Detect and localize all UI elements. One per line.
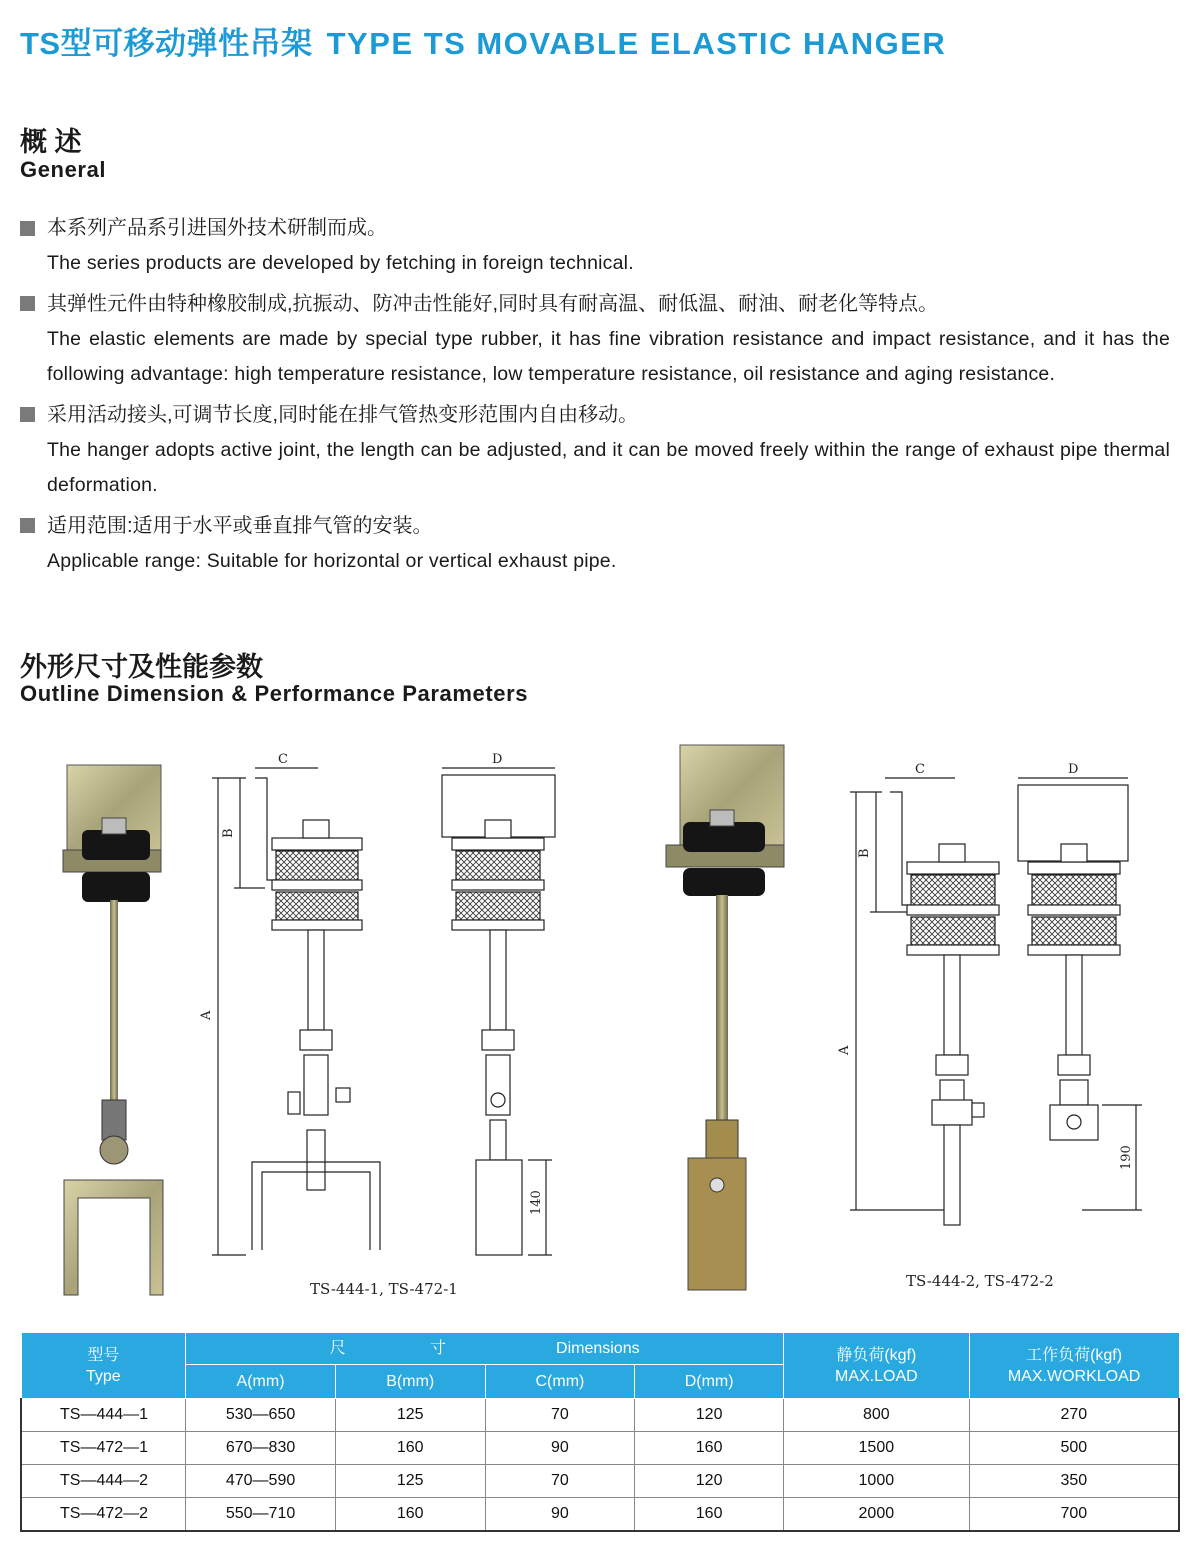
bullet-item: [20, 210, 1170, 282]
figure-caption-1: TS-444-1, TS-472-1: [310, 1280, 458, 1298]
table-row: [21, 1399, 1179, 1432]
title-cn: TS型可移动弹性吊架: [20, 26, 313, 61]
cell-a: 670—830: [186, 1432, 336, 1465]
bullet-text-cn: 适用范围:适用于水平或垂直排气管的安装。: [47, 514, 433, 537]
bullet-item: [20, 508, 1170, 580]
hanger-drawing-1-side: [212, 768, 380, 1255]
th-dims-cn: 尺 寸: [329, 1340, 487, 1357]
cell-b: 160: [335, 1432, 485, 1465]
table-row: [21, 1432, 1179, 1465]
bullet-text-en: The elastic elements are made by special type rubber, it has fine vibration resistance and impact resistance, and it has the following advantage: high temperature resistance, low temperature resistance, oil resistance and aging resistance.: [47, 327, 1170, 385]
cell-a: 470—590: [186, 1465, 336, 1498]
general-heading-en: General: [20, 157, 107, 182]
page-title: [20, 18, 946, 63]
cell-c: 70: [485, 1399, 635, 1432]
cell-type: TS—444—1: [21, 1399, 186, 1432]
table-row: [21, 1465, 1179, 1498]
cell-b: 160: [335, 1498, 485, 1531]
cell-b: 125: [335, 1465, 485, 1498]
dim-label-c: C: [278, 752, 288, 767]
cell-d: 120: [635, 1465, 784, 1498]
cell-workload: 500: [969, 1432, 1179, 1465]
dim-label-b: B: [221, 828, 236, 838]
bullet-text-en: The hanger adopts active joint, the length can be adjusted, and it can be moved freely within the range of exhaust pipe thermal deformation.: [47, 438, 1170, 496]
cell-b: 125: [335, 1399, 485, 1432]
th-work-en: MAX.WORKLOAD: [1007, 1367, 1141, 1385]
bullet-text-en: The series products are developed by fetching in foreign technical.: [47, 252, 634, 274]
dim-label-a-2: A: [837, 1045, 852, 1055]
cell-type: TS—472—2: [21, 1498, 186, 1531]
cell-workload: 350: [969, 1465, 1179, 1498]
cell-a: 530—650: [186, 1399, 336, 1432]
th-max-cn: 静负荷(kgf): [836, 1346, 917, 1364]
th-workload: [969, 1333, 1179, 1399]
bullet-text-cn: 采用活动接头,可调节长度,同时能在排气管热变形范围内自由移动。: [47, 403, 639, 426]
cell-d: 160: [635, 1432, 784, 1465]
cell-max-load: 1500: [783, 1432, 969, 1465]
th-d: D(mm): [635, 1365, 784, 1399]
th-type-en: Type: [86, 1367, 121, 1385]
th-c: C(mm): [485, 1365, 635, 1399]
hanger-drawings: [20, 730, 1190, 1310]
bullet-square-icon: [20, 518, 35, 533]
th-work-cn: 工作负荷(kgf): [1026, 1346, 1123, 1364]
general-heading-cn: 概 述: [20, 127, 82, 157]
table-row: [21, 1498, 1179, 1531]
th-type-cn: 型号: [87, 1346, 120, 1364]
bullet-item: [20, 397, 1170, 504]
dim-label-c-2: C: [915, 762, 925, 777]
dim-label-a: A: [199, 1010, 214, 1020]
hanger-drawing-1-front: [442, 768, 555, 1255]
hanger-photo-2: [666, 745, 784, 1290]
cell-max-load: 1000: [783, 1465, 969, 1498]
th-a: A(mm): [186, 1365, 336, 1399]
figures-area: [20, 730, 1190, 1310]
th-b: B(mm): [335, 1365, 485, 1399]
bullet-square-icon: [20, 296, 35, 311]
bullet-square-icon: [20, 407, 35, 422]
th-max-load: [783, 1333, 969, 1399]
cell-type: TS—472—1: [21, 1432, 186, 1465]
dim-label-b-2: B: [857, 848, 872, 858]
outline-heading-cn: 外形尺寸及性能参数: [20, 652, 263, 682]
title-en: TYPE TS MOVABLE ELASTIC HANGER: [326, 26, 947, 61]
th-type: [21, 1333, 186, 1399]
dim-label-d-2: D: [1068, 762, 1079, 777]
cell-max-load: 2000: [783, 1498, 969, 1531]
bullet-text-cn: 本系列产品系引进国外技术研制而成。: [47, 217, 387, 239]
bullet-item: [20, 286, 1170, 393]
outline-heading-en: Outline Dimension & Performance Parameters: [20, 681, 529, 706]
figure-caption-2: TS-444-2, TS-472-2: [906, 1272, 1054, 1290]
bullet-square-icon: [20, 221, 35, 236]
cell-a: 550—710: [186, 1498, 336, 1531]
dim-value-140: 140: [529, 1190, 544, 1215]
dim-value-190: 190: [1119, 1145, 1134, 1170]
spec-table: [20, 1332, 1180, 1532]
hanger-photo-1: [63, 765, 163, 1295]
th-dims-en: Dimensions: [556, 1340, 640, 1357]
cell-type: TS—444—2: [21, 1465, 186, 1498]
cell-workload: 270: [969, 1399, 1179, 1432]
cell-c: 90: [485, 1432, 635, 1465]
bullet-text-cn: 其弹性元件由特种橡胶制成,抗振动、防冲击性能好,同时具有耐高温、耐低温、耐油、耐老化等特点。: [47, 292, 939, 315]
hanger-drawing-2-side: [850, 778, 999, 1225]
th-dimensions: [186, 1333, 784, 1365]
cell-c: 70: [485, 1465, 635, 1498]
th-max-en: MAX.LOAD: [834, 1367, 918, 1385]
bullet-text-en: Applicable range: Suitable for horizontal or vertical exhaust pipe.: [47, 549, 617, 572]
cell-max-load: 800: [783, 1399, 969, 1432]
cell-d: 120: [635, 1399, 784, 1432]
cell-workload: 700: [969, 1498, 1179, 1531]
general-bullet-list: [20, 210, 1170, 583]
cell-c: 90: [485, 1498, 635, 1531]
dim-label-d: D: [492, 752, 503, 767]
cell-d: 160: [635, 1498, 784, 1531]
